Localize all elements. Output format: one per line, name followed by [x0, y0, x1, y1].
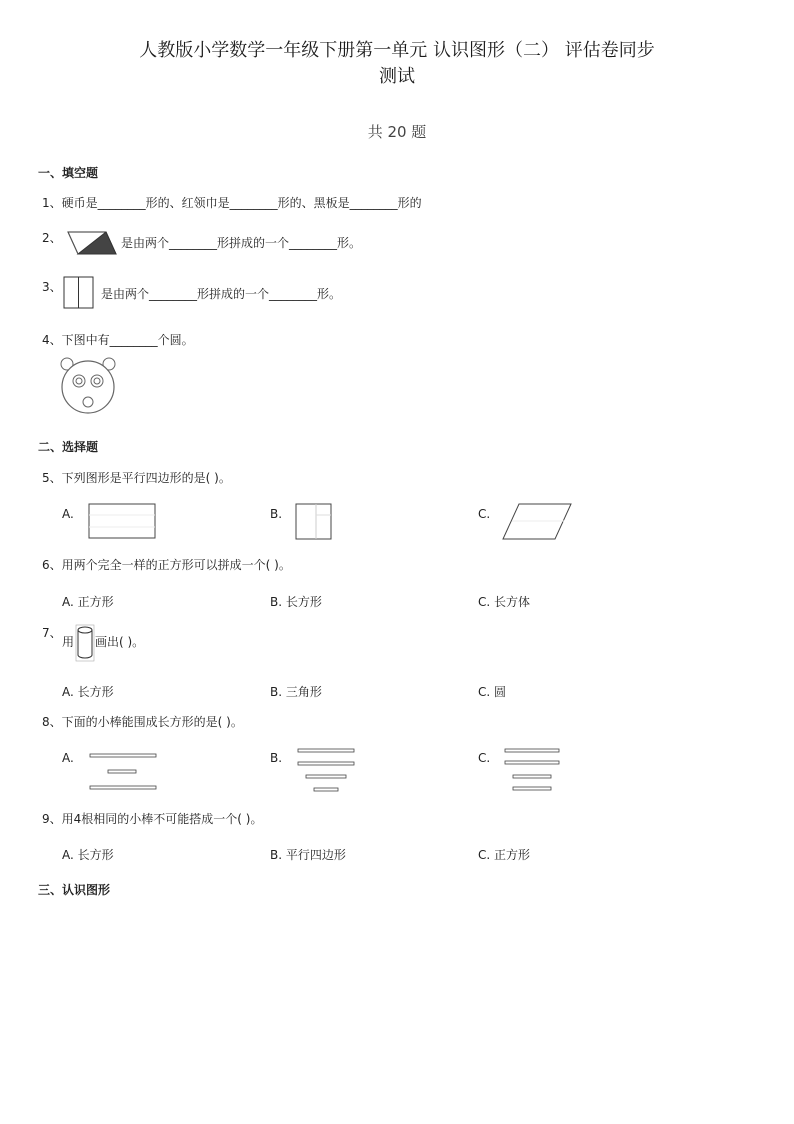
q8-option-b[interactable]: B.: [270, 751, 283, 765]
page-title: 人教版小学数学一年级下册第一单元 认识图形（二） 评估卷同步: [139, 40, 655, 61]
question-6: [42, 556, 291, 573]
question-3-number: 3、: [42, 280, 62, 294]
question-number: 8、: [42, 715, 62, 729]
sticks-figure-b: [294, 746, 358, 796]
wide-rectangle-figure: [88, 503, 158, 541]
q5-option-c[interactable]: C.: [478, 507, 491, 521]
page-title-line2: 测试: [379, 66, 415, 87]
section-fill-blank: 一、填空题: [38, 166, 99, 180]
question-count: 共 20 题: [367, 123, 427, 141]
q8-option-c[interactable]: C.: [478, 751, 491, 765]
q5-option-b[interactable]: B.: [270, 507, 283, 521]
sticks-figure-a: [88, 750, 160, 794]
q9-option-c[interactable]: C. 正方形: [478, 848, 531, 862]
q9-option-a[interactable]: A. 长方形: [62, 848, 114, 862]
question-text: 下面的小棒能围成长方形的是( )。: [61, 715, 243, 729]
question-2-number: 2、: [42, 231, 62, 245]
rectangle-figure: [63, 276, 95, 310]
section-multiple-choice: 二、选择题: [38, 440, 99, 454]
q8-option-a[interactable]: A.: [62, 751, 74, 765]
question-7-number: 7、: [42, 626, 62, 640]
question-9: [42, 810, 262, 827]
question-number: 9、: [42, 812, 62, 826]
q6-option-c[interactable]: C. 长方体: [478, 595, 531, 609]
q6-option-a[interactable]: A. 正方形: [62, 595, 114, 609]
q6-option-b[interactable]: B. 长方形: [270, 595, 322, 609]
question-text: 用4根相同的小棒不可能搭成一个( )。: [61, 812, 263, 826]
question-number: 4、: [42, 333, 62, 347]
question-4: [42, 331, 194, 348]
question-text: 用两个完全一样的正方形可以拼成一个( )。: [61, 558, 291, 572]
question-number: 6、: [42, 558, 62, 572]
question-7-post: 画出( )。: [95, 635, 145, 649]
question-text: 下列图形是平行四边形的是( )。: [61, 471, 231, 485]
q7-option-a[interactable]: A. 长方形: [62, 685, 114, 699]
parallelogram-figure: [66, 229, 118, 257]
question-2-text: 是由两个________形拼成的一个________形。: [121, 236, 362, 250]
q5-option-a[interactable]: A.: [62, 507, 74, 521]
cylinder-figure: [75, 624, 95, 662]
question-number: 5、: [42, 471, 62, 485]
bear-face-figure: [58, 356, 118, 416]
question-1: [42, 194, 422, 211]
question-8: [42, 713, 243, 730]
question-number: 1、: [42, 196, 62, 210]
square-figure: [295, 503, 335, 541]
sticks-figure-c: [502, 746, 562, 796]
question-7-pre: 用: [62, 635, 75, 649]
question-text: 下图中有________个圆。: [61, 333, 194, 347]
question-text: 硬币是________形的、红领巾是________形的、黑板是________形的: [61, 196, 422, 210]
question-3-text: 是由两个________形拼成的一个________形。: [101, 287, 342, 301]
q9-option-b[interactable]: B. 平行四边形: [270, 848, 346, 862]
q7-option-c[interactable]: C. 圆: [478, 685, 507, 699]
parallelogram-option-figure: [502, 503, 574, 541]
question-5: [42, 469, 231, 486]
q7-option-b[interactable]: B. 三角形: [270, 685, 322, 699]
section-recognize-shapes: 三、认识图形: [38, 883, 111, 897]
